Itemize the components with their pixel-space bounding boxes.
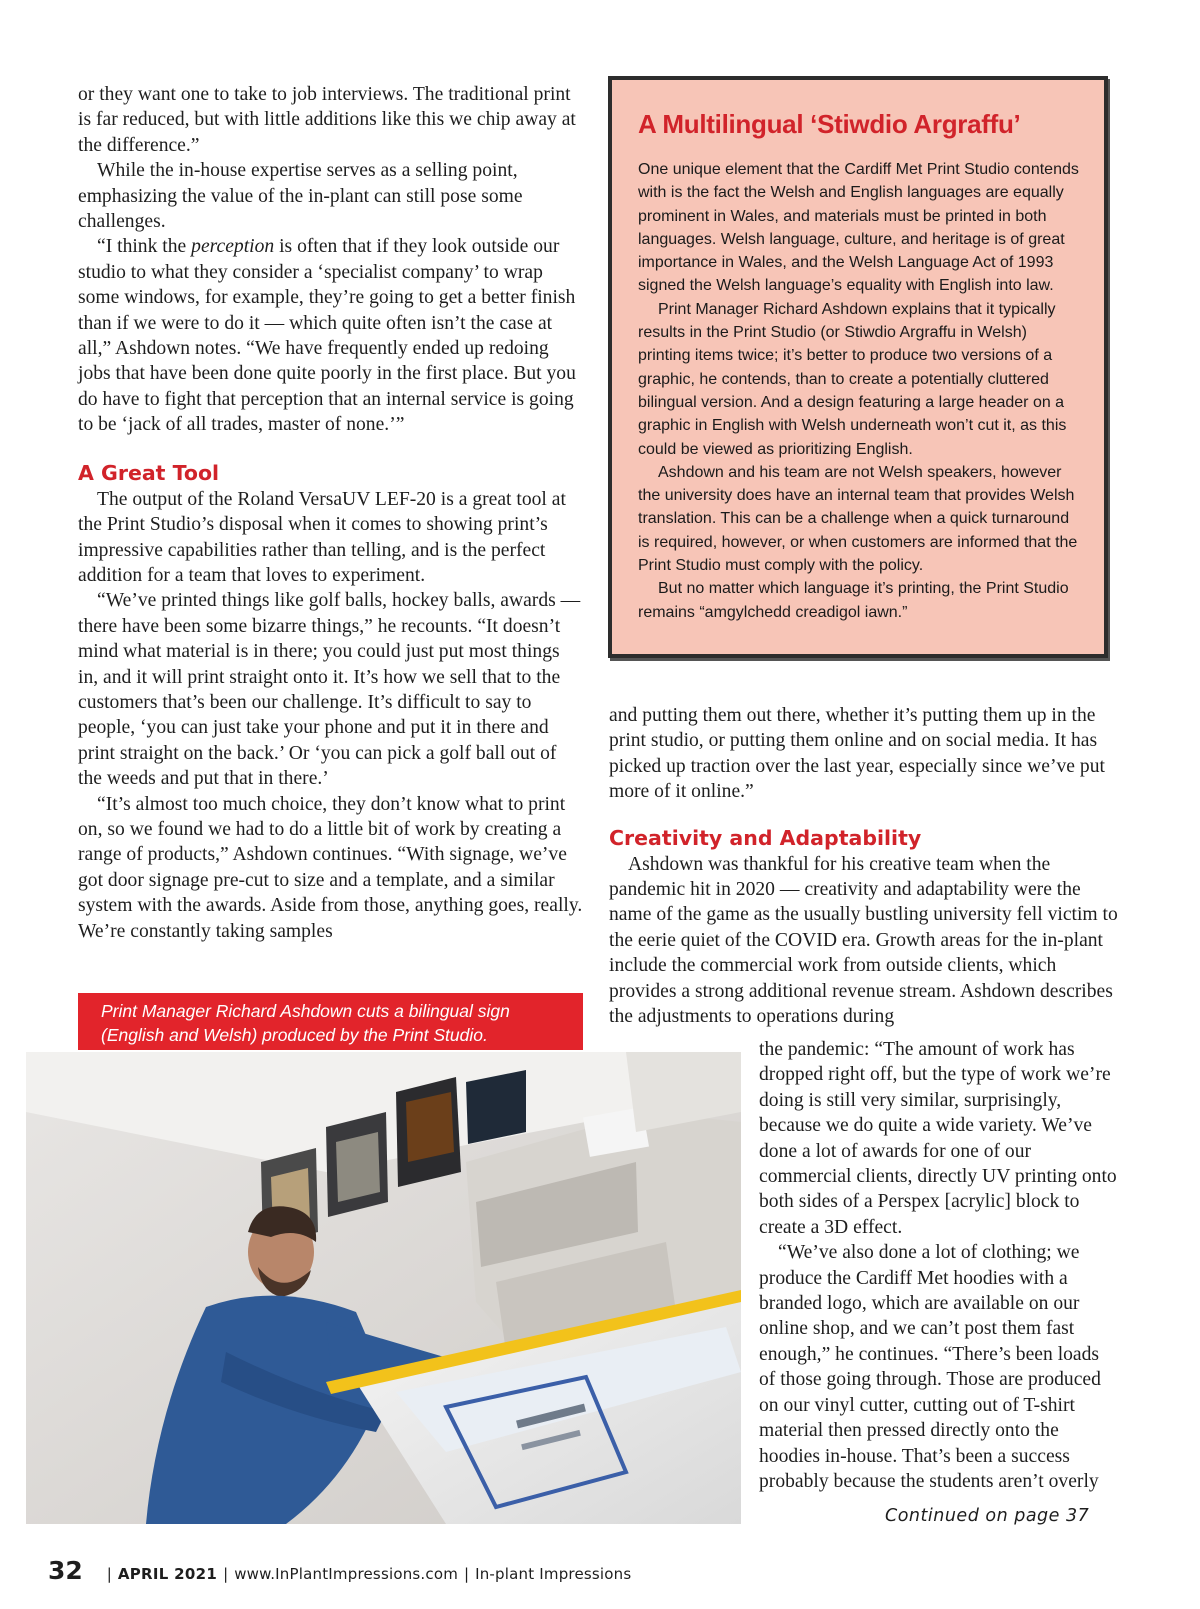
photo-caption: Print Manager Richard Ashdown cuts a bilingual sign (English and Welsh) produced by the Print Studio. — [78, 993, 583, 1050]
paragraph: “It’s almost too much choice, they don’t know what to print on, so we found we had to do a little bit of work by creating a range of products,” Ashdown continues. “With signage, we’ve got door signage pre-cut to size and a template, and a similar system with the awards. Aside from those, anything goes, really. We’re constantly taking samples — [78, 793, 583, 942]
footer-separator: | — [106, 1565, 112, 1583]
paragraph: The output of the Roland VersaUV LEF-20 is a great tool at the Print Studio’s disposal when it comes to showing print’s impressive capabilities rather than telling, and is the perfect addition for a team that loves to experiment. — [78, 488, 566, 586]
paragraph: and putting them out there, whether it’s putting them up in the print studio, or putting them online and on social media. It has picked up traction over the last year, especially since we’ve put more of it online.” — [609, 705, 1105, 803]
page-number: 32 — [48, 1556, 83, 1585]
sidebar-paragraph: But no matter which language it’s printing, the Print Studio remains “amgylchedd creadigol iawn.” — [638, 580, 1069, 621]
paragraph: or they want one to take to job interviews. The traditional print is far reduced, but with little additions like this we chip away at the difference.” — [78, 84, 576, 156]
publication-name: In-plant Impressions — [475, 1565, 632, 1583]
paragraph: the pandemic: “The amount of work has dropped right off, but the type of work we’re doing is still very similar, surprisingly, because we do quite a wide variety. We’ve done a lot of awards for one of our commercial clients, directly UV printing onto both sides of a Perspex [acrylic] block to create a 3D effect. — [759, 1039, 1117, 1238]
sidebar-title: A Multilingual ‘Stiwdio Argraffu’ — [638, 109, 1021, 139]
emphasis-perception: perception — [191, 236, 275, 258]
section-heading-creativity-and-adaptability: Creativity and Adaptability — [609, 825, 922, 850]
issue-date: APRIL 2021 — [117, 1565, 218, 1583]
section-heading-a-great-tool: A Great Tool — [78, 460, 220, 485]
continued-on-page: Continued on page 37 — [885, 1506, 1090, 1526]
sidebar-box — [608, 76, 1108, 658]
page-footer — [48, 1556, 631, 1585]
sidebar-paragraph: Ashdown and his team are not Welsh speakers, however the university does have an internal team that provides Welsh translation. This can be a challenge when a quick turnaround is required, however, or when customers are informed that the Print Studio must comply with the policy. — [638, 463, 1078, 575]
paragraph: While the in-house expertise serves as a selling point, emphasizing the value of the in-plant can still pose some challenges. — [78, 160, 523, 233]
website-link[interactable]: www.InPlantImpressions.com — [234, 1565, 459, 1583]
paragraph: “We’ve also done a lot of clothing; we produce the Cardiff Met hoodies with a branded logo, which are available on our online shop, and we can’t post them fast enough,” he continues. “There’s been loads of those going through. Those are produced on our vinyl cutter, cutting out of T-shirt material then pressed directly onto the hoodies in-house. That’s been a success probably because the students aren’t overly — [759, 1242, 1101, 1492]
article-column-left — [78, 82, 583, 944]
sidebar-paragraph: Print Manager Richard Ashdown explains that it typically results in the Print Studio (or Stiwdio Argraffu in Welsh) printing items twice; it’s better to produce two versions of a graphic, he contends, than to create a potentially cluttered bilingual version. And a design featuring a large header on a graphic in English with Welsh underneath won’t cut it, as this could be viewed as prioritizing English. — [638, 300, 1067, 458]
article-column-narrow — [759, 1037, 1119, 1494]
sidebar-paragraph: One unique element that the Cardiff Met Print Studio contends with is the fact the Welsh and English languages are equally prominent in Wales, and materials must be printed in both languages. Welsh language, culture, and heritage is of great importance in Wales, and the Welsh Language Act of 1993 signed the Welsh language’s equality with English into law. — [638, 161, 1079, 295]
footer-separator: | — [464, 1565, 470, 1583]
footer-separator: | — [223, 1565, 229, 1583]
paragraph: “We’ve printed things like golf balls, hockey balls, awards — there have been some bizarre things,” he recounts. “It doesn’t mind what material is in there; you could just put most things in, and it will print straight onto it. It’s how we sell that to the customers that’s been our challenge. It’s difficult to say to people, ‘you can just take your phone and put it in there and print straight on the back.’ Or ‘you can pick a golf ball out of the weeds and put that in there.’ — [78, 590, 581, 790]
paragraph: “I think the perception is often that if they look outside our studio to what they consider a ‘specialist company’ to wrap some windows, for example, they’re going to get a better finish than if we were to do it — which quite often isn’t the case at all,” Ashdown notes. “We have frequently ended up redoing jobs that have been done quite poorly in the first place. But you do have to fight that perception that an internal service is going to be ‘jack of all trades, master of none.’” — [78, 236, 576, 436]
paragraph: Ashdown was thankful for his creative team when the pandemic hit in 2020 — creativity and adaptability were the name of the game as the usually bustling university fell victim to the eerie quiet of the COVID era. Growth areas for the in-plant include the commercial work from outside clients, which provides a strong additional revenue stream. Ashdown describes the adjustments to operations during — [609, 853, 1118, 1028]
article-column-right — [609, 703, 1119, 1029]
photo-print-manager-cutting-sign — [26, 1052, 741, 1524]
